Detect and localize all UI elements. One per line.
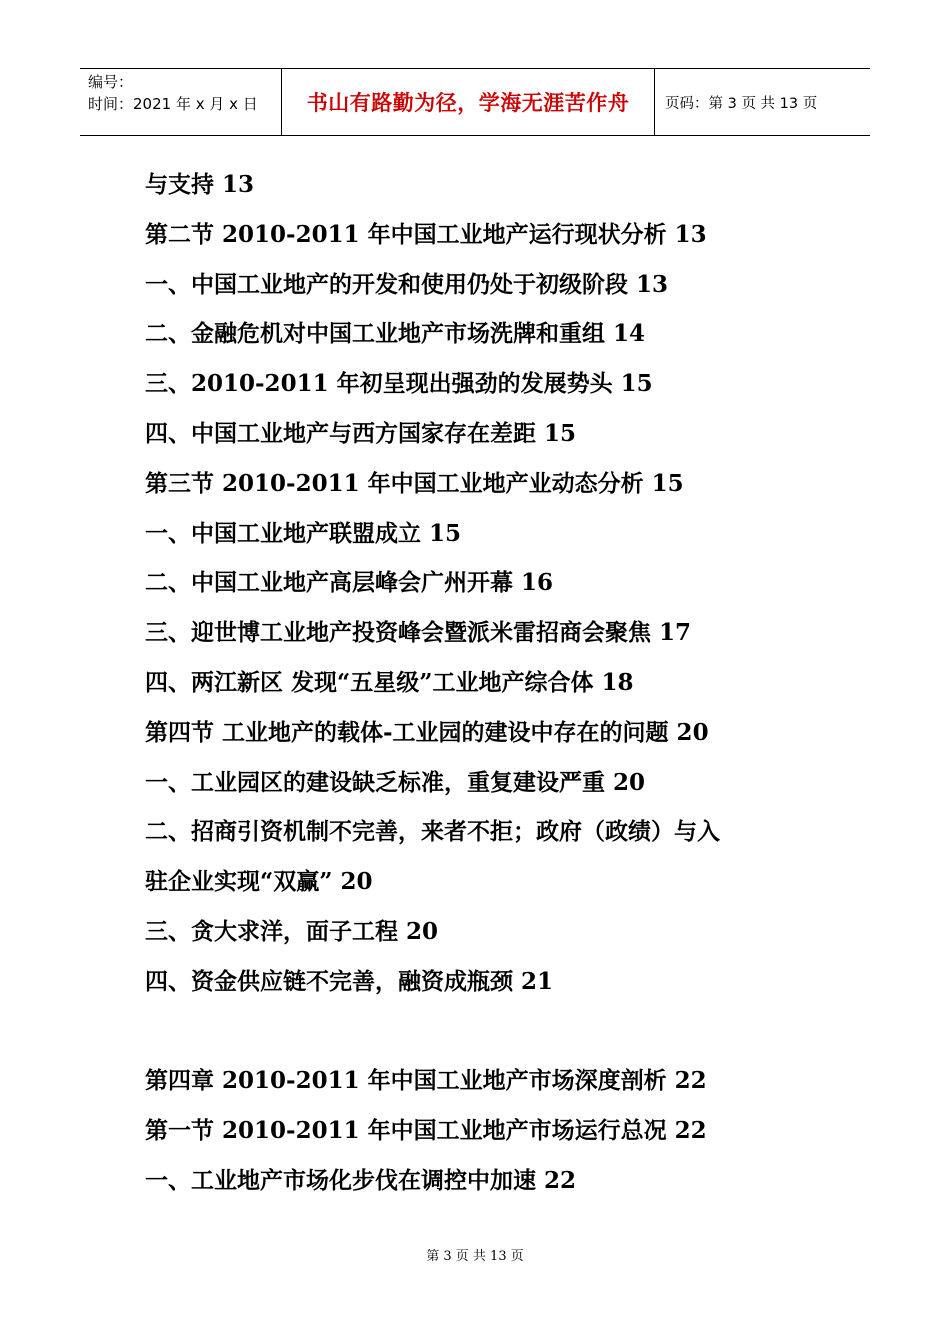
- toc-line: 二、金融危机对中国工业地产市场洗牌和重组 14: [145, 320, 646, 348]
- header-meta: [80, 69, 282, 135]
- toc-line: 第一节 2010-2011 年中国工业地产市场运行总况 22: [145, 1117, 707, 1145]
- toc-line: 第四章 2010-2011 年中国工业地产市场深度剖析 22: [145, 1067, 707, 1095]
- toc-line: 一、中国工业地产的开发和使用仍处于初级阶段 13: [145, 270, 669, 298]
- header-page-info: 页码：第 3 页 共 13 页: [665, 95, 818, 112]
- toc-line: 一、工业园区的建设缺乏标准，重复建设严重 20: [145, 768, 646, 796]
- toc-line: 二、招商引资机制不完善，来者不拒；政府（政绩）与入: [145, 818, 720, 846]
- toc-line: 三、迎世博工业地产投资峰会暨派米雷招商会聚焦 17: [145, 619, 692, 647]
- toc-line: 与支持 13: [145, 171, 255, 198]
- toc-line: 驻企业实现“双赢” 20: [145, 868, 373, 896]
- toc-line: 第四节 工业地产的载体-工业园的建设中存在的问题 20: [145, 718, 709, 746]
- table-of-contents: [145, 160, 845, 1206]
- time-label: 时间：2021 年 x 月 x 日: [88, 95, 258, 113]
- toc-line: 二、中国工业地产高层峰会广州开幕 16: [145, 569, 554, 597]
- toc-line: 三、2010-2011 年初呈现出强劲的发展势头 15: [145, 370, 653, 398]
- toc-line: 第二节 2010-2011 年中国工业地产运行现状分析 13: [145, 220, 707, 248]
- toc-line: 一、工业地产市场化步伐在调控中加速 22: [145, 1166, 577, 1194]
- toc-line: 一、中国工业地产联盟成立 15: [145, 519, 462, 547]
- toc-line: 四、中国工业地产与西方国家存在差距 15: [145, 419, 577, 447]
- toc-line: 四、资金供应链不完善，融资成瓶颈 21: [145, 967, 554, 995]
- toc-spacer: [145, 1007, 845, 1057]
- page-footer: 第 3 页 共 13 页: [426, 1249, 524, 1264]
- header-motto: 书山有路勤为径，学海无涯苦作舟: [282, 69, 655, 135]
- toc-line: 四、两江新区 发现“五星级”工业地产综合体 18: [145, 668, 634, 696]
- page-header: [80, 68, 870, 136]
- number-label: 编号：: [88, 73, 134, 91]
- toc-line: 三、贪大求洋，面子工程 20: [145, 917, 439, 945]
- toc-line: 第三节 2010-2011 年中国工业地产业动态分析 15: [145, 469, 684, 497]
